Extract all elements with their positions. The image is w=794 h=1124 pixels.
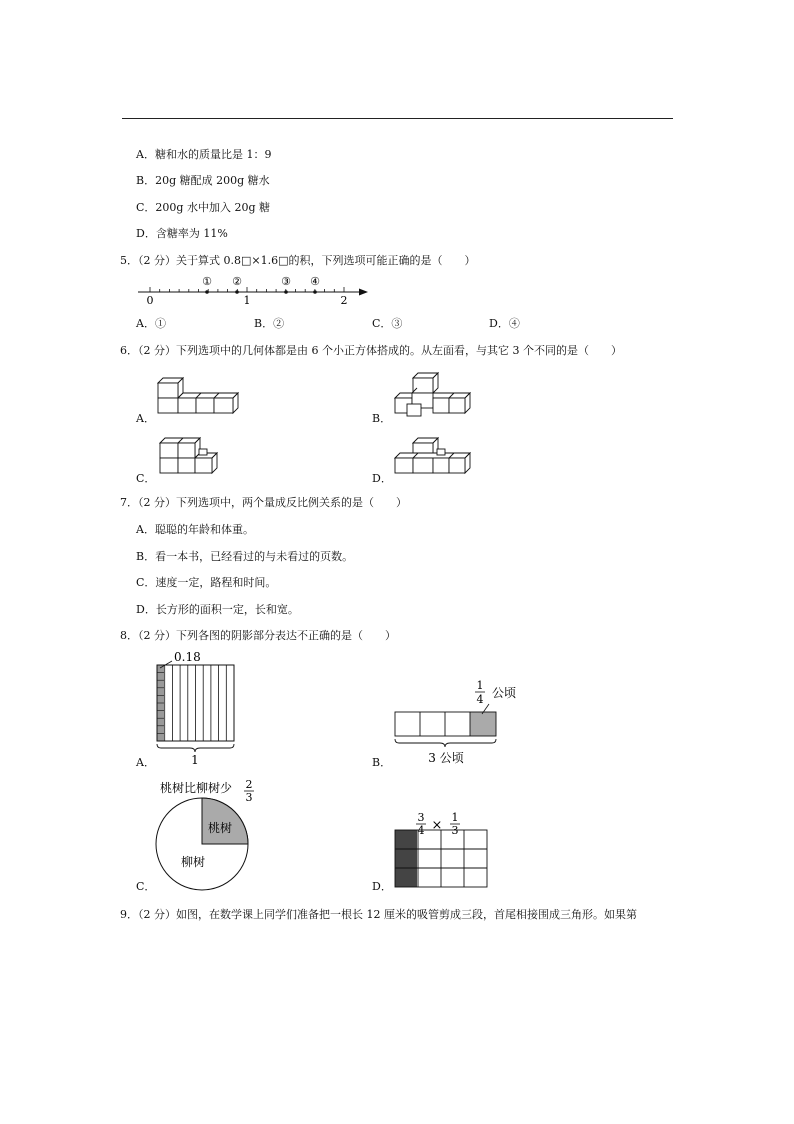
figure-d-frac1-num: 3 [417,811,425,824]
q9-stem: 9．（2 分）如图，在数学课上同学们准备把一根长 12 厘米的吸管剪成三段，首尾相接围成三角形。如果第 [120,908,637,921]
figure-c-pie [156,778,254,890]
mark-3: ③ [281,275,291,288]
q4-option-a[interactable]: A．糖和水的质量比是 1：9 [136,148,272,161]
mark-4: ④ [310,275,320,288]
figure-a-label-top: 0.18 [174,650,201,664]
figure-c-frac-num: 2 [245,778,253,791]
q8-option-b[interactable]: B． [372,756,392,769]
q7-option-d[interactable]: D．长方形的面积一定，长和宽。 [136,603,299,616]
figure-b-frac-num: 1 [476,679,484,692]
figure-c-text: 桃树比柳树少 [160,781,233,795]
q5-option-a[interactable]: A．① [136,317,166,330]
q4-option-c[interactable]: C．200g 水中加入 20g 糖 [136,201,270,214]
mark-2: ② [232,275,242,288]
tick-label-2: 2 [340,294,348,307]
figure-a-grid [157,650,234,767]
q6-stem: 6．（2 分）下列选项中的几何体都是由 6 个小正方体搭成的。从左面看，与其它 3 个不同的是（ ） [120,344,622,357]
q8-option-d[interactable]: D． [372,880,392,893]
figure-c-slice-label: 桃树 [207,821,233,835]
q7-option-b[interactable]: B．看一本书，已经看过的与未看过的页数。 [136,550,354,563]
q5-stem: 5．（2 分）关于算式 0.8□×1.6□的积，下列选项可能正确的是（ ） [120,254,476,267]
mark-1: ① [202,275,212,288]
q7-stem: 7．（2 分）下列选项中，两个量成反比例关系的是（ ） [120,496,407,509]
figure-d-frac2-den: 3 [451,824,459,837]
figure-d-grid [395,811,487,887]
tick-label-1: 1 [243,294,251,307]
figure-d-times: × [431,818,443,833]
figure-b-total: 3 公顷 [428,751,464,765]
q6-option-d[interactable]: D． [372,472,392,485]
figure-b-strip [395,679,516,765]
figure-d-frac1-den: 4 [417,824,425,837]
q5-option-b[interactable]: B．② [254,317,285,330]
q7-option-c[interactable]: C．速度一定，路程和时间。 [136,576,277,589]
figure-c-frac-den: 3 [245,791,253,804]
q4-option-d[interactable]: D．含糖率为 11% [136,227,228,240]
tick-label-0: 0 [146,294,154,307]
q8-option-c[interactable]: C． [136,880,156,893]
figure-c-rest-label: 柳树 [180,855,206,869]
q7-option-a[interactable]: A．聪聪的年龄和体重。 [136,523,254,536]
q6-option-c[interactable]: C． [136,472,156,485]
figure-b-unit: 公顷 [492,686,517,700]
figure-b-frac-den: 4 [476,693,484,706]
figure-a-label-bottom: 1 [191,753,199,767]
q5-option-d[interactable]: D．④ [489,317,520,330]
figure-d-frac2-num: 1 [451,811,459,824]
q6-option-a[interactable]: A． [136,412,155,425]
q6-option-b[interactable]: B． [372,412,392,425]
q8-stem: 8．（2 分）下列各图的阴影部分表达不正确的是（ ） [120,629,396,642]
q8-option-a[interactable]: A． [136,756,155,769]
q4-option-b[interactable]: B．20g 糖配成 200g 糖水 [136,174,270,187]
q5-option-c[interactable]: C．③ [372,317,403,330]
